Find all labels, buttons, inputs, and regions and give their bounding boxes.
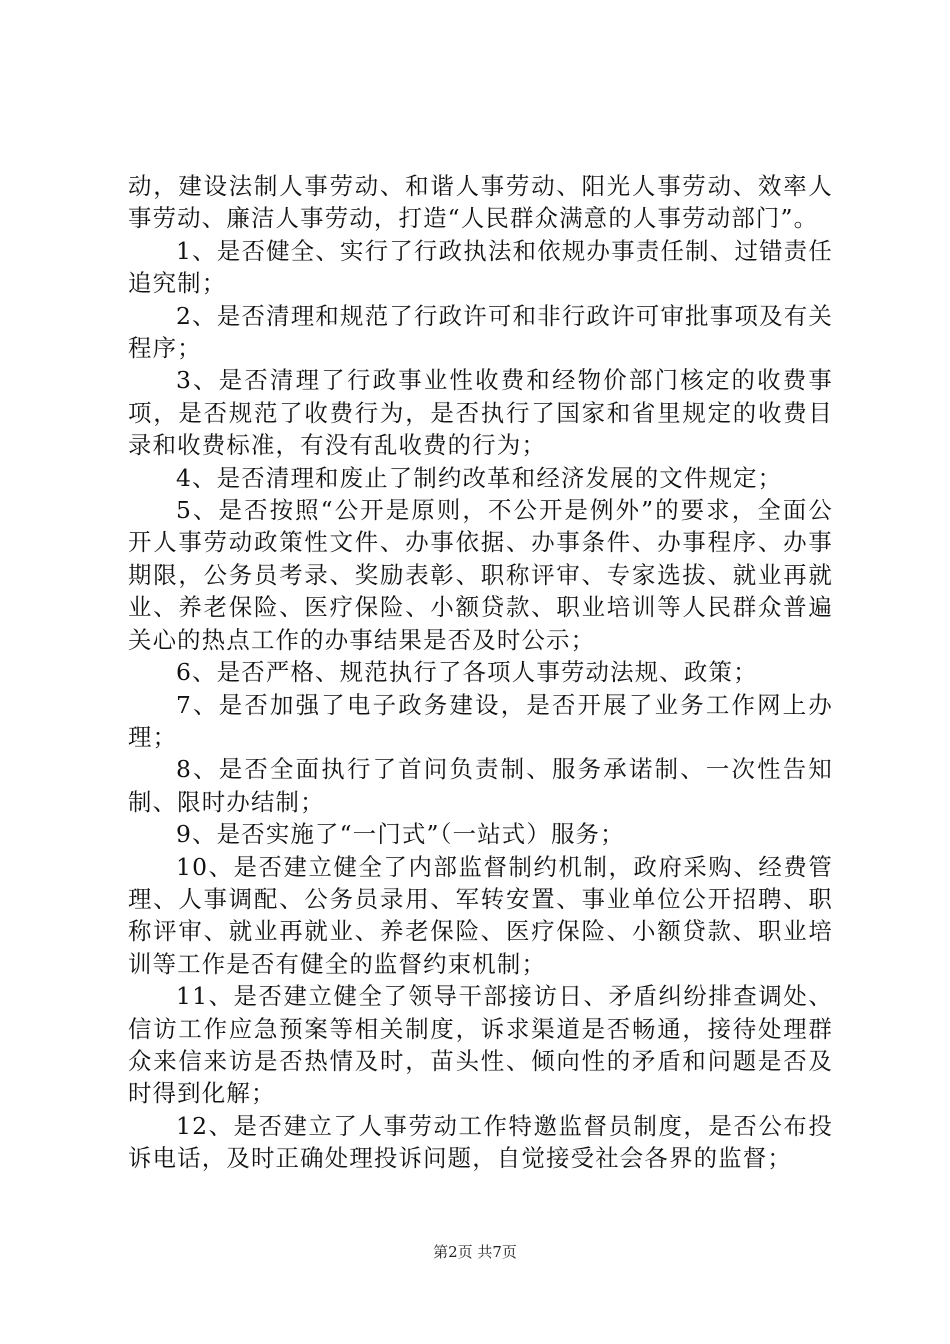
page-number-footer: 第2页 共7页 [433, 1243, 517, 1261]
paragraph-intro: 动，建设法制人事劳动、和谐人事劳动、阳光人事劳动、效率人事劳动、廉洁人事劳动，打造“人民群众满意的人事劳动部门”。 [128, 172, 833, 233]
list-item-6: 6、是否严格、规范执行了各项人事劳动法规、政策； [176, 658, 758, 687]
document-body [128, 170, 833, 1175]
list-item-12: 12、是否建立了人事劳动工作特邀监督员制度，是否公布投诉电话，及时正确处理投诉问题，自觉接受社会各界的监督； [128, 1111, 833, 1173]
list-item-9: 9、是否实施了“一门式”（一站式）服务； [176, 820, 625, 849]
list-item-10: 10、是否建立健全了内部监督制约机制，政府采购、经费管理、人事调配、公务员录用、军转安置、事业单位公开招聘、职称评审、就业再就业、养老保险、医疗保险、小额贷款、职业培训等工作是否有健全的监督约束机制； [128, 852, 833, 978]
list-item-1: 1、是否健全、实行了行政执法和依规办事责任制、过错责任追究制； [128, 236, 833, 298]
list-item-7: 7、是否加强了电子政务建设，是否开展了业务工作网上办理； [128, 690, 833, 751]
list-item-4: 4、是否清理和废止了制约改革和经济发展的文件规定； [176, 463, 783, 492]
list-item-5: 5、是否按照“公开是原则，不公开是例外”的要求，全面公开人事劳动政策性文件、办事依据、办事条件、办事程序、办事期限，公务员考录、奖励表彰、职称评审、专家选拔、就业再就业、养老保险、医疗保险、小额贷款、职业培训等人民群众普遍关心的热点工作的办事结果是否及时公示； [128, 496, 833, 654]
list-item-11: 11、是否建立健全了领导干部接访日、矛盾纠纷排查调处、信访工作应急预案等相关制度，诉求渠道是否畅通，接待处理群众来信来访是否热情及时，苗头性、倾向性的矛盾和问题是否及时得到化解； [128, 982, 833, 1108]
list-item-2: 2、是否清理和规范了行政许可和非行政许可审批事项及有关程序； [128, 301, 833, 363]
list-item-3: 3、是否清理了行政事业性收费和经物价部门核定的收费事项，是否规范了收费行为，是否执行了国家和省里规定的收费目录和收费标准，有没有乱收费的行为； [128, 366, 833, 460]
list-item-8: 8、是否全面执行了首问负责制、服务承诺制、一次性告知制、限时办结制； [128, 755, 833, 816]
